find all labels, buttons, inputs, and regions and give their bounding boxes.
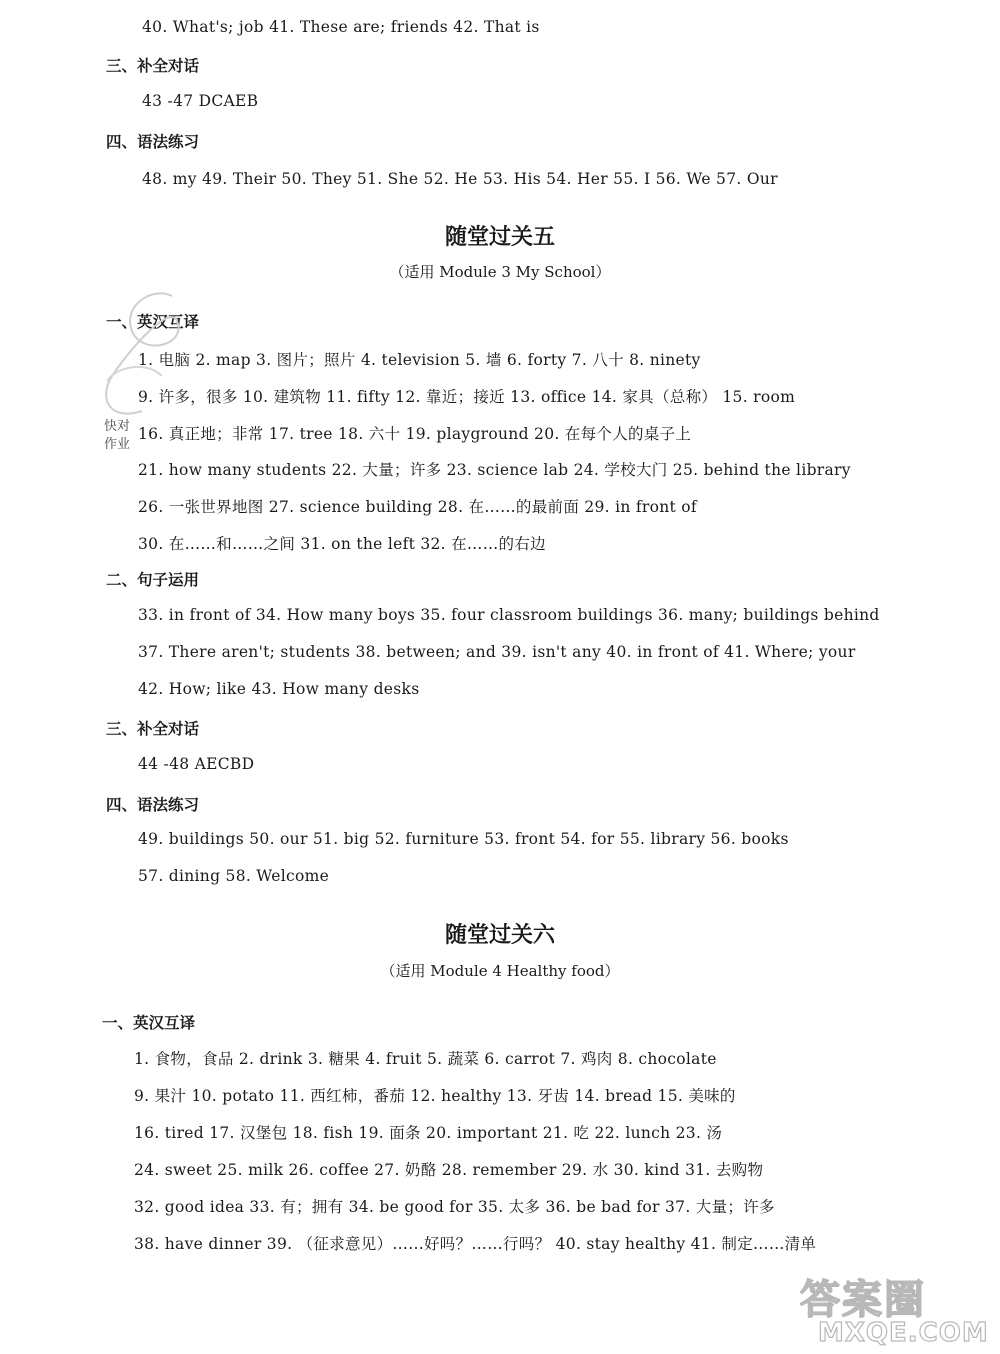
grammar-heading-top: 四、语法练习 [106, 133, 200, 151]
unit5-translation-line: 9. 许多，很多 10. 建筑物 11. fifty 12. 靠近；接近 13. office 14. 家具（总称） 15. room [138, 388, 796, 406]
unit6-translation-line: 1. 食物，食品 2. drink 3. 糖果 4. fruit 5. 蔬菜 6. carrot 7. 鸡肉 8. chocolate [134, 1050, 717, 1068]
unit6-translation-line: 9. 果汁 10. potato 11. 西红柿，番茄 12. healthy 13. 牙齿 14. bread 15. 美味的 [134, 1087, 736, 1105]
unit5-translation-line: 30. 在……和……之间 31. on the left 32. 在……的右边 [138, 535, 546, 553]
unit5-translation-line: 1. 电脑 2. map 3. 图片；照片 4. television 5. 墙 6. forty 7. 八十 8. ninety [138, 351, 701, 369]
unit5-sentence-line: 33. in front of 34. How many boys 35. four classroom buildings 36. many; buildings behind [138, 606, 880, 624]
unit6-translation-line: 24. sweet 25. milk 26. coffee 27. 奶酪 28. remember 29. 水 30. kind 31. 去购物 [134, 1161, 764, 1179]
unit5-dialogue-heading: 三、补全对话 [106, 720, 200, 738]
stamp-doodle-icon [92, 286, 202, 436]
stamp-text: 快对作业 [104, 419, 131, 452]
unit6-translation-line: 38. have dinner 39. （征求意见）……好吗？……行吗？ 40. stay healthy 41. 制定……清单 [134, 1235, 817, 1253]
dialogue-heading-top: 三、补全对话 [106, 57, 200, 75]
grammar-answer-top: 48. my 49. Their 50. They 51. She 52. He 53. His 54. Her 55. I 56. We 57. Our [142, 170, 778, 188]
dialogue-answer-top: 43 -47 DCAEB [142, 92, 259, 110]
unit6-title: 随堂过关六 [444, 922, 555, 948]
unit5-subtitle: （适用 Module 3 My School） [389, 263, 611, 281]
unit5-grammar-line: 49. buildings 50. our 51. big 52. furniture 53. front 54. for 55. library 56. books [138, 830, 789, 848]
answer-line-40-42: 40. What's; job 41. These are; friends 42. That is [142, 18, 540, 36]
watermark-url: MXQE.COM [818, 1318, 989, 1348]
unit6-translation-line: 16. tired 17. 汉堡包 18. fish 19. 面条 20. important 21. 吃 22. lunch 23. 汤 [134, 1124, 723, 1142]
unit5-grammar-line: 57. dining 58. Welcome [138, 867, 330, 885]
unit5-sentence-line: 37. There aren't; students 38. between; and 39. isn't any 40. in front of 41. Where; your [138, 643, 856, 661]
unit5-sentence-line: 42. How; like 43. How many desks [138, 680, 420, 698]
unit5-dialogue-answer: 44 -48 AECBD [138, 755, 255, 773]
unit6-translation-heading: 一、英汉互译 [102, 1014, 196, 1032]
unit5-translation-heading: 一、英汉互译 [106, 313, 200, 331]
unit5-translation-line: 21. how many students 22. 大量；许多 23. science lab 24. 学校大门 25. behind the library [138, 461, 851, 479]
unit5-translation-line: 26. 一张世界地图 27. science building 28. 在……的最前面 29. in front of [138, 498, 697, 516]
unit5-grammar-heading: 四、语法练习 [106, 796, 200, 814]
unit5-sentence-heading: 二、句子运用 [106, 571, 200, 589]
watermark-logo [790, 1268, 995, 1350]
unit6-subtitle: （适用 Module 4 Healthy food） [380, 962, 620, 980]
unit5-title: 随堂过关五 [444, 224, 555, 250]
unit5-translation-line: 16. 真正地；非常 17. tree 18. 六十 19. playground 20. 在每个人的桌子上 [138, 425, 692, 443]
watermark-brand: 答案圈 [800, 1277, 926, 1323]
unit6-translation-line: 32. good idea 33. 有；拥有 34. be good for 35. 太多 36. be bad for 37. 大量；许多 [134, 1198, 775, 1216]
